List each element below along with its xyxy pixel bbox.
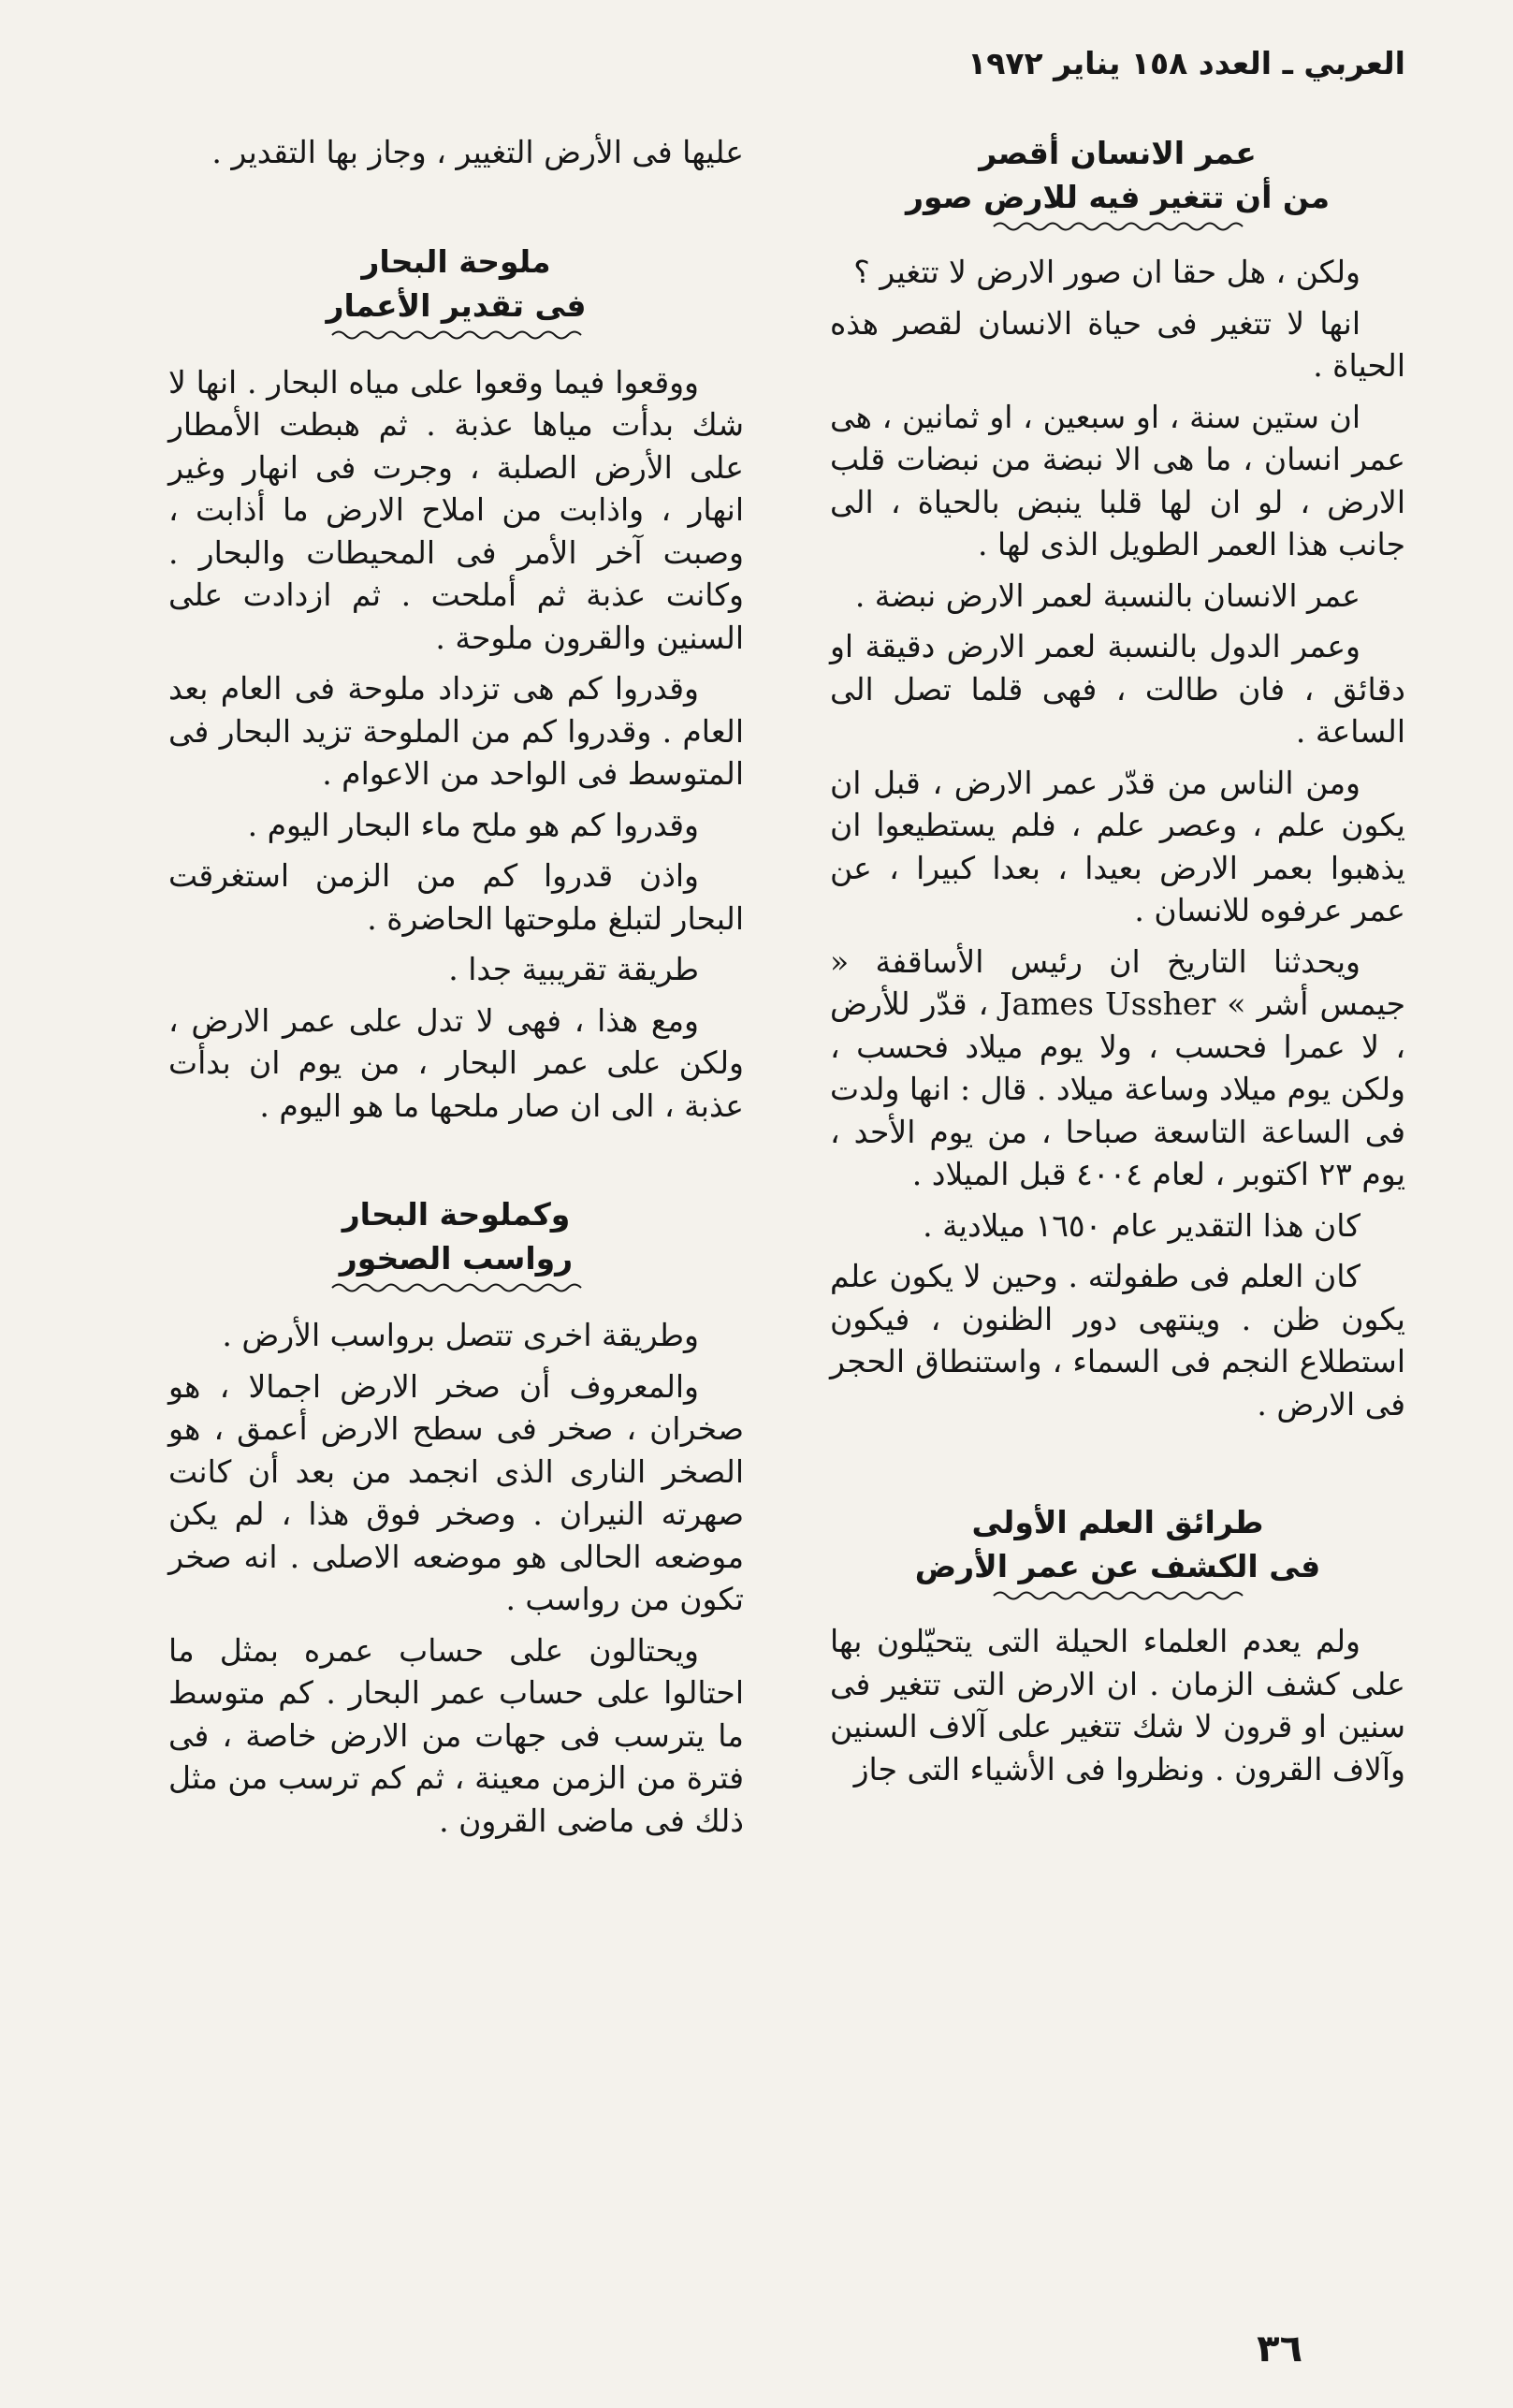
- heading-line-2: رواسب الصخور: [339, 1240, 574, 1277]
- paragraph: ومن الناس من قدّر عمر الارض ، قبل ان يكون علم ، وعصر علم ، فلم يستطيعوا ان يذهبوا بعمر الارض بعيدا ، بعدا كبيرا ، عن عمر عرفوه للانسان .: [830, 764, 1405, 928]
- paragraph: وقدروا كم هو ملح ماء البحار اليوم .: [247, 806, 699, 843]
- right-column: [830, 131, 1405, 1790]
- paragraph: ومع هذا ، فهى لا تدل على عمر الارض ، ولكن على عمر البحار ، من يوم ان بدأت عذبة ، الى ان صار ملحها ما هو اليوم .: [168, 1001, 744, 1124]
- section-heading: [168, 1192, 744, 1295]
- section-heading: [830, 131, 1405, 234]
- wavy-underline: [330, 328, 583, 343]
- heading-line-1: وكملوحة البحار: [342, 1196, 571, 1233]
- section-early-methods: [830, 1500, 1405, 1790]
- continued-paragraph: عليها فى الأرض التغيير ، وجاز بها التقدير .: [211, 134, 744, 170]
- paragraph: وعمر الدول بالنسبة لعمر الارض دقيقة او دقائق ، فان طالت ، فهى قلما تصل الى الساعة .: [830, 628, 1405, 750]
- continuation-block: [168, 131, 744, 174]
- paragraph: واذن قدروا كم من الزمن استغرقت البحار لتبلغ ملوحتها الحاضرة .: [168, 857, 744, 937]
- left-column: [168, 131, 744, 1842]
- paragraph: والمعروف أن صخر الارض اجمالا ، هو صخران ، صخر فى سطح الارض أعمق ، هو الصخر النارى الذى انجمد من بعد أن كانت صهرته النيران . وصخر فوق هذا ، لم يكن موضعه الحالى هو موضعه الاصلى . انه صخر تكون من رواسب .: [168, 1367, 744, 1617]
- heading-line-1: طرائق العلم الأولى: [971, 1504, 1264, 1540]
- paragraph: ولم يعدم العلماء الحيلة التى يتحيّلون بها على كشف الزمان . ان الارض التى تتغير فى سنين او قرون لا شك تتغير على آلاف السنين وآلاف القرون . ونظروا فى الأشياء التى جاز: [830, 1623, 1405, 1788]
- wavy-underline: [992, 1588, 1244, 1603]
- page-number: ٣٦: [1257, 2328, 1302, 2371]
- paragraph: ولكن ، هل حقا ان صور الارض لا تتغير ؟: [853, 254, 1360, 290]
- wavy-underline: [992, 219, 1244, 234]
- heading-line-1: ملوحة البحار: [361, 242, 551, 280]
- heading-line-2: من أن تتغير فيه للارض صور: [905, 179, 1331, 215]
- paragraph: انها لا تتغير فى حياة الانسان لقصر هذه الحياة .: [830, 304, 1405, 384]
- heading-line-1: عمر الانسان أقصر: [979, 135, 1257, 171]
- paragraph: طريقة تقريبية جدا .: [448, 951, 699, 987]
- section-heading: [830, 1500, 1405, 1603]
- heading-line-2: فى الكشف عن عمر الأرض: [914, 1548, 1321, 1584]
- paragraph: كان هذا التقدير عام ١٦٥٠ ميلادية .: [923, 1206, 1360, 1244]
- paragraph: ووقعوا فيما وقعوا على مياه البحار . انها لا شك بدأت مياها عذبة . ثم هبطت الأمطار على الأرض الصلبة ، وجرت فى انهار وغير انهار ، واذابت من املاح الارض ما أذابت ، وصبت آخر الأمر فى المحيطات والبحار . وكانت عذبة ثم أملحت . ثم ازدادت على السنين والقرون ملوحة .: [168, 363, 744, 656]
- running-head: العربي ـ العدد ١٥٨ يناير ١٩٧٢: [967, 45, 1405, 81]
- wavy-underline: [330, 1280, 583, 1295]
- section-human-life: [830, 131, 1405, 1425]
- section-rock-sediments: [168, 1192, 744, 1842]
- paragraph: وطريقة اخرى تتصل برواسب الأرض .: [222, 1317, 699, 1353]
- paragraph: ان ستين سنة ، او سبعين ، او ثمانين ، هى عمر انسان ، ما هى الا نبضة من نبضات قلب الارض ، لو ان لها قلبا ينبض بالحياة ، الى جانب هذا العمر الطويل الذى لها .: [830, 398, 1405, 562]
- paragraph: ويحدثنا التاريخ ان رئيس الأساقفة « جيمس أشر » James Ussher ، قدّر للأرض ، لا عمرا فحسب ، ولا يوم ميلاد فحسب ، ولكن يوم ميلاد وساعة ميلاد . قال : انها ولدت فى الساعة التاسعة صباحا ، من يوم الأحد ، يوم ٢٣ اكتوبر ، لعام ٤٠٠٤ قبل الميلاد .: [830, 942, 1406, 1192]
- paragraph: عمر الانسان بالنسبة لعمر الارض نبضة .: [854, 576, 1360, 614]
- paragraph: وقدروا كم هى تزداد ملوحة فى العام بعد العام . وقدروا كم من الملوحة تزيد البحار فى المتوسط فى الواحد من الاعوام .: [168, 670, 744, 792]
- section-heading: [168, 240, 744, 343]
- paragraph: كان العلم فى طفولته . وحين لا يكون علم يكون ظن . وينتهى دور الظنون ، فيكون استطلاع النجم فى السماء ، واستنطاق الحجر فى الارض .: [830, 1258, 1405, 1423]
- paragraph: ويحتالون على حساب عمره بمثل ما احتالوا على حساب عمر البحار . كم متوسط ما يترسب فى جهات من الارض خاصة ، فى فترة من الزمن معينة ، ثم كم ترسب من مثل ذلك فى ماضى القرون .: [168, 1631, 744, 1839]
- heading-line-2: فى تقدير الأعمار: [326, 286, 587, 324]
- section-sea-salinity: [168, 240, 744, 1128]
